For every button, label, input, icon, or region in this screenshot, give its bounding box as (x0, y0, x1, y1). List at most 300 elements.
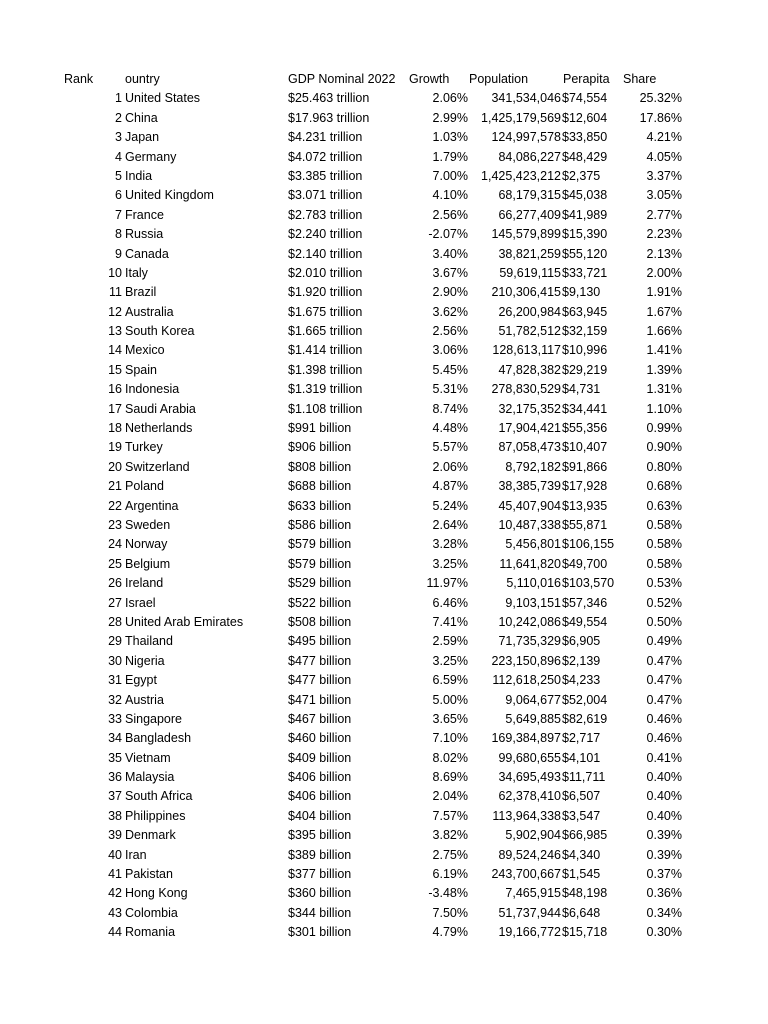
percapita-cell: $10,407 (562, 440, 608, 455)
gdp-cell: $25.463 trillion (288, 91, 370, 106)
population-cell: 38,821,259 (498, 246, 561, 261)
population-cell: 9,103,151 (505, 595, 561, 610)
percapita-cell: $4,731 (562, 382, 601, 397)
growth-cell: 5.24% (432, 498, 468, 513)
population-cell: 223,150,896 (491, 653, 561, 668)
growth-cell: 7.10% (432, 731, 468, 746)
gdp-cell: $522 billion (288, 595, 352, 610)
growth-cell: 2.64% (432, 517, 468, 532)
rank-cell: 4 (115, 149, 122, 164)
table-row (0, 341, 768, 360)
rank-cell: 25 (108, 556, 122, 571)
table-row (0, 671, 768, 690)
country-cell: India (125, 168, 153, 183)
gdp-cell: $2.010 trillion (288, 265, 363, 280)
growth-cell: 2.99% (432, 110, 468, 125)
gdp-cell: $460 billion (288, 731, 352, 746)
percapita-cell: $17,928 (562, 479, 608, 494)
population-cell: 113,964,338 (492, 808, 561, 823)
share-cell: 0.58% (646, 517, 682, 532)
rank-cell: 34 (108, 731, 122, 746)
percapita-cell: $15,390 (562, 227, 608, 242)
population-cell: 99,680,655 (498, 750, 561, 765)
header-country: ountry (125, 72, 160, 86)
table-row (0, 186, 768, 205)
country-cell: Turkey (125, 440, 163, 455)
share-cell: 0.63% (646, 498, 682, 513)
table-row (0, 710, 768, 729)
population-cell: 17,904,421 (498, 421, 561, 436)
rank-cell: 36 (108, 770, 122, 785)
share-cell: 0.46% (646, 731, 682, 746)
population-cell: 210,306,415 (491, 285, 561, 300)
country-cell: United Kingdom (125, 188, 214, 203)
country-cell: Norway (125, 537, 168, 552)
growth-cell: 2.56% (432, 324, 468, 339)
growth-cell: 2.59% (432, 634, 468, 649)
country-cell: Canada (125, 246, 169, 261)
percapita-cell: $33,850 (562, 130, 608, 145)
rank-cell: 21 (108, 479, 122, 494)
gdp-cell: $17.963 trillion (288, 110, 370, 125)
rank-cell: 35 (108, 750, 122, 765)
growth-cell: 2.90% (432, 285, 468, 300)
header-rank: Rank (64, 72, 94, 86)
gdp-cell: $529 billion (288, 576, 352, 591)
rank-cell: 37 (108, 789, 122, 804)
header-growth: Growth (409, 72, 450, 86)
growth-cell: 4.10% (432, 188, 468, 203)
rank-cell: 26 (108, 576, 122, 591)
table-row (0, 497, 768, 516)
percapita-cell: $55,356 (562, 421, 608, 436)
growth-cell: 8.74% (432, 401, 468, 416)
table-row (0, 574, 768, 593)
percapita-cell: $33,721 (562, 265, 608, 280)
gdp-cell: $477 billion (288, 673, 352, 688)
growth-cell: 5.57% (432, 440, 468, 455)
table-row (0, 245, 768, 264)
gdp-cell: $389 billion (288, 847, 352, 862)
table-row (0, 749, 768, 768)
share-cell: 0.49% (646, 634, 682, 649)
percapita-cell: $48,429 (562, 149, 608, 164)
share-cell: 0.99% (646, 421, 682, 436)
rank-cell: 28 (108, 614, 122, 629)
population-cell: 51,737,944 (498, 905, 561, 920)
share-cell: 0.46% (646, 711, 682, 726)
growth-cell: 3.62% (432, 304, 468, 319)
gdp-cell: $1.675 trillion (288, 304, 363, 319)
population-cell: 243,700,667 (491, 867, 561, 882)
rank-cell: 8 (115, 227, 122, 242)
gdp-table (0, 70, 768, 943)
gdp-cell: $377 billion (288, 867, 352, 882)
country-cell: Philippines (125, 808, 186, 823)
gdp-cell: $688 billion (288, 479, 352, 494)
country-cell: Poland (125, 479, 164, 494)
rank-cell: 20 (108, 459, 122, 474)
table-row (0, 691, 768, 710)
population-cell: 1,425,179,569 (481, 110, 561, 125)
share-cell: 1.67% (646, 304, 682, 319)
population-cell: 5,902,904 (505, 828, 561, 843)
table-row (0, 283, 768, 302)
header-share: Share (623, 72, 657, 86)
table-row (0, 904, 768, 923)
country-cell: Bangladesh (125, 731, 192, 746)
gdp-cell: $991 billion (288, 421, 352, 436)
growth-cell: 6.19% (432, 867, 468, 882)
growth-cell: 1.03% (432, 130, 468, 145)
rank-cell: 14 (108, 343, 122, 358)
growth-cell: 3.06% (432, 343, 468, 358)
table-row (0, 613, 768, 632)
table-row (0, 322, 768, 341)
share-cell: 3.37% (646, 168, 682, 183)
percapita-cell: $13,935 (562, 498, 608, 513)
population-cell: 38,385,739 (498, 479, 561, 494)
table-row (0, 361, 768, 380)
table-row (0, 264, 768, 283)
percapita-cell: $32,159 (562, 324, 608, 339)
gdp-cell: $808 billion (288, 459, 352, 474)
share-cell: 0.47% (646, 653, 682, 668)
table-row (0, 923, 768, 942)
population-cell: 68,179,315 (498, 188, 561, 203)
growth-cell: 8.02% (432, 750, 468, 765)
population-cell: 26,200,984 (498, 304, 561, 319)
share-cell: 0.58% (646, 537, 682, 552)
percapita-cell: $9,130 (562, 285, 601, 300)
gdp-cell: $1.108 trillion (288, 401, 363, 416)
table-row (0, 400, 768, 419)
population-cell: 45,407,904 (498, 498, 561, 513)
population-cell: 51,782,512 (498, 324, 561, 339)
table-row (0, 419, 768, 438)
gdp-cell: $1.414 trillion (288, 343, 363, 358)
growth-cell: 6.46% (432, 595, 468, 610)
table-row (0, 807, 768, 826)
table-row (0, 846, 768, 865)
country-cell: Switzerland (125, 459, 190, 474)
country-cell: Brazil (125, 285, 157, 300)
country-cell: Ireland (125, 576, 164, 591)
growth-cell: 6.59% (432, 673, 468, 688)
rank-cell: 27 (108, 595, 122, 610)
rank-cell: 22 (108, 498, 122, 513)
growth-cell: 2.06% (432, 459, 468, 474)
country-cell: Egypt (125, 673, 157, 688)
percapita-cell: $66,985 (562, 828, 608, 843)
share-cell: 3.05% (646, 188, 682, 203)
header-gdp: GDP Nominal 2022 (288, 72, 396, 86)
share-cell: 0.30% (646, 925, 682, 940)
growth-cell: 3.67% (432, 265, 468, 280)
population-cell: 5,110,016 (506, 576, 561, 591)
gdp-cell: $633 billion (288, 498, 352, 513)
table-row (0, 787, 768, 806)
share-cell: 0.37% (646, 867, 682, 882)
population-cell: 11,641,820 (499, 556, 561, 571)
country-cell: Spain (125, 362, 157, 377)
share-cell: 0.40% (646, 789, 682, 804)
rank-cell: 33 (108, 711, 122, 726)
country-cell: Argentina (125, 498, 179, 513)
rank-cell: 19 (108, 440, 122, 455)
percapita-cell: $106,155 (562, 537, 615, 552)
population-cell: 10,242,086 (498, 614, 561, 629)
country-cell: Germany (125, 149, 177, 164)
country-cell: Japan (125, 130, 160, 145)
share-cell: 0.53% (646, 576, 682, 591)
percapita-cell: $55,871 (562, 517, 608, 532)
population-cell: 34,695,493 (498, 770, 561, 785)
table-row (0, 516, 768, 535)
country-cell: Australia (125, 304, 174, 319)
population-cell: 10,487,338 (498, 517, 561, 532)
gdp-cell: $3.071 trillion (288, 188, 363, 203)
percapita-cell: $15,718 (562, 925, 608, 940)
table-row (0, 594, 768, 613)
country-cell: Austria (125, 692, 164, 707)
share-cell: 0.41% (646, 750, 682, 765)
growth-cell: 5.31% (432, 382, 468, 397)
percapita-cell: $6,648 (562, 905, 601, 920)
gdp-cell: $1.319 trillion (288, 382, 363, 397)
growth-cell: 3.28% (432, 537, 468, 552)
country-cell: Russia (125, 227, 164, 242)
growth-cell: 2.56% (432, 207, 468, 222)
percapita-cell: $82,619 (562, 711, 608, 726)
rank-cell: 6 (115, 188, 122, 203)
country-cell: Indonesia (125, 382, 180, 397)
population-cell: 19,166,772 (498, 925, 561, 940)
country-cell: Pakistan (125, 867, 173, 882)
country-cell: South Korea (125, 324, 195, 339)
percapita-cell: $2,139 (562, 653, 601, 668)
population-cell: 5,649,885 (505, 711, 561, 726)
population-cell: 71,735,329 (498, 634, 561, 649)
growth-cell: 1.79% (432, 149, 468, 164)
growth-cell: 11.97% (426, 576, 468, 591)
country-cell: United Arab Emirates (125, 614, 244, 629)
rank-cell: 42 (108, 886, 122, 901)
share-cell: 0.47% (646, 692, 682, 707)
table-row (0, 768, 768, 787)
percapita-cell: $74,554 (562, 91, 608, 106)
percapita-cell: $4,233 (562, 673, 601, 688)
share-cell: 0.68% (646, 479, 682, 494)
gdp-cell: $1.398 trillion (288, 362, 363, 377)
country-cell: Mexico (125, 343, 165, 358)
rank-cell: 32 (108, 692, 122, 707)
growth-cell: 7.41% (432, 614, 468, 629)
share-cell: 0.34% (646, 905, 682, 920)
percapita-cell: $6,905 (562, 634, 601, 649)
percapita-cell: $4,340 (562, 847, 601, 862)
growth-cell: 2.06% (432, 91, 468, 106)
table-header (0, 70, 768, 89)
growth-cell: 3.25% (432, 653, 468, 668)
country-cell: Sweden (125, 517, 171, 532)
share-cell: 2.77% (646, 207, 682, 222)
table-row (0, 729, 768, 748)
growth-cell: 3.82% (432, 828, 468, 843)
table-row (0, 884, 768, 903)
gdp-cell: $2.783 trillion (288, 207, 363, 222)
rank-cell: 18 (108, 421, 122, 436)
population-cell: 89,524,246 (498, 847, 561, 862)
population-cell: 145,579,899 (491, 227, 561, 242)
country-cell: Iran (125, 847, 147, 862)
growth-cell: 4.79% (432, 925, 468, 940)
share-cell: 0.50% (646, 614, 682, 629)
growth-cell: 4.87% (432, 479, 468, 494)
population-cell: 112,618,250 (492, 673, 561, 688)
table-row (0, 225, 768, 244)
population-cell: 8,792,182 (505, 459, 561, 474)
population-cell: 32,175,352 (498, 401, 561, 416)
population-cell: 9,064,677 (505, 692, 561, 707)
gdp-cell: $404 billion (288, 808, 352, 823)
table-row (0, 555, 768, 574)
gdp-cell: $409 billion (288, 750, 352, 765)
country-cell: China (125, 110, 158, 125)
country-cell: Belgium (125, 556, 171, 571)
share-cell: 0.40% (646, 808, 682, 823)
percapita-cell: $12,604 (562, 110, 608, 125)
percapita-cell: $1,545 (562, 867, 601, 882)
country-cell: Italy (125, 265, 148, 280)
population-cell: 278,830,529 (491, 382, 561, 397)
percapita-cell: $48,198 (562, 886, 608, 901)
population-cell: 87,058,473 (498, 440, 561, 455)
share-cell: 0.47% (646, 673, 682, 688)
share-cell: 25.32% (639, 91, 682, 106)
country-cell: Malaysia (125, 770, 175, 785)
growth-cell: 7.57% (432, 808, 468, 823)
growth-cell: -2.07% (428, 227, 468, 242)
population-cell: 5,456,801 (505, 537, 561, 552)
country-cell: Colombia (125, 905, 178, 920)
header-population: Population (469, 72, 529, 86)
population-cell: 1,425,423,212 (481, 168, 561, 183)
gdp-cell: $4.072 trillion (288, 149, 363, 164)
percapita-cell: $6,507 (562, 789, 601, 804)
growth-cell: 4.48% (432, 421, 468, 436)
table-row (0, 632, 768, 651)
gdp-cell: $344 billion (288, 905, 352, 920)
population-cell: 124,997,578 (491, 130, 561, 145)
table-row (0, 109, 768, 128)
share-cell: 1.66% (646, 324, 682, 339)
gdp-cell: $508 billion (288, 614, 352, 629)
percapita-cell: $63,945 (562, 304, 608, 319)
rank-cell: 43 (108, 905, 122, 920)
percapita-cell: $4,101 (562, 750, 601, 765)
gdp-cell: $1.665 trillion (288, 324, 363, 339)
header-percapita: Perapita (563, 72, 610, 86)
rank-cell: 5 (115, 168, 122, 183)
gdp-cell: $3.385 trillion (288, 168, 363, 183)
share-cell: 0.80% (646, 459, 682, 474)
rank-cell: 29 (108, 634, 122, 649)
table-row (0, 206, 768, 225)
rank-cell: 24 (108, 537, 122, 552)
rank-cell: 15 (108, 362, 122, 377)
rank-cell: 38 (108, 808, 122, 823)
gdp-cell: $4.231 trillion (288, 130, 363, 145)
country-cell: Thailand (125, 634, 173, 649)
rank-cell: 16 (108, 382, 122, 397)
share-cell: 0.90% (646, 440, 682, 455)
share-cell: 2.23% (646, 227, 682, 242)
percapita-cell: $3,547 (562, 808, 601, 823)
gdp-cell: $301 billion (288, 925, 352, 940)
percapita-cell: $2,717 (562, 731, 601, 746)
gdp-cell: $477 billion (288, 653, 352, 668)
gdp-cell: $360 billion (288, 886, 352, 901)
gdp-cell: $586 billion (288, 517, 352, 532)
share-cell: 1.10% (646, 401, 682, 416)
share-cell: 0.52% (646, 595, 682, 610)
gdp-cell: $2.240 trillion (288, 227, 363, 242)
table-row (0, 148, 768, 167)
gdp-cell: $1.920 trillion (288, 285, 363, 300)
growth-cell: -3.48% (428, 886, 468, 901)
percapita-cell: $45,038 (562, 188, 608, 203)
rank-cell: 31 (108, 673, 122, 688)
share-cell: 17.86% (639, 110, 682, 125)
gdp-cell: $406 billion (288, 770, 352, 785)
country-cell: Israel (125, 595, 156, 610)
share-cell: 0.36% (646, 886, 682, 901)
rank-cell: 23 (108, 517, 122, 532)
percapita-cell: $29,219 (562, 362, 608, 377)
population-cell: 7,465,915 (505, 886, 561, 901)
country-cell: Denmark (125, 828, 176, 843)
growth-cell: 8.69% (432, 770, 468, 785)
share-cell: 4.05% (646, 149, 682, 164)
table-row (0, 535, 768, 554)
gdp-cell: $906 billion (288, 440, 352, 455)
gdp-cell: $395 billion (288, 828, 352, 843)
share-cell: 0.58% (646, 556, 682, 571)
share-cell: 1.91% (646, 285, 682, 300)
percapita-cell: $91,866 (562, 459, 608, 474)
growth-cell: 7.50% (432, 905, 468, 920)
share-cell: 0.39% (646, 847, 682, 862)
table-row (0, 458, 768, 477)
country-cell: Hong Kong (125, 886, 188, 901)
rank-cell: 40 (108, 847, 122, 862)
country-cell: Netherlands (125, 421, 193, 436)
population-cell: 128,613,117 (492, 343, 561, 358)
country-cell: Nigeria (125, 653, 165, 668)
table-row (0, 380, 768, 399)
percapita-cell: $52,004 (562, 692, 608, 707)
population-cell: 47,828,382 (498, 362, 561, 377)
population-cell: 66,277,409 (498, 207, 561, 222)
gdp-cell: $406 billion (288, 789, 352, 804)
rank-cell: 9 (115, 246, 122, 261)
share-cell: 1.41% (646, 343, 682, 358)
growth-cell: 7.00% (432, 168, 468, 183)
percapita-cell: $49,554 (562, 614, 608, 629)
country-cell: Singapore (125, 711, 182, 726)
growth-cell: 2.04% (432, 789, 468, 804)
